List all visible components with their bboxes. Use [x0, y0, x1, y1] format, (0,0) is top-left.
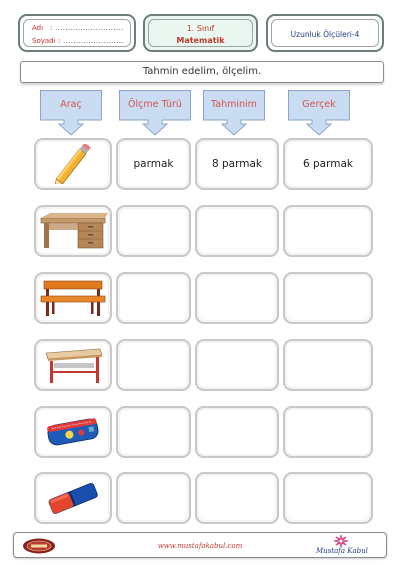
actual-cell[interactable]	[283, 406, 373, 458]
measure-type-cell-text	[118, 274, 189, 322]
actual-cell-text	[285, 207, 371, 255]
measure-type-cell[interactable]	[116, 339, 191, 391]
guess-cell-text	[197, 274, 277, 322]
measure-type-cell-text	[118, 341, 189, 389]
measure-type-cell[interactable]	[116, 472, 191, 524]
actual-cell-text	[285, 408, 371, 456]
flower-logo-icon	[332, 534, 350, 548]
guess-cell[interactable]	[195, 138, 279, 190]
sheet-title-box	[266, 14, 384, 52]
actual-cell[interactable]	[283, 205, 373, 257]
actual-cell-text	[285, 274, 371, 322]
measure-type-cell-text: parmak	[133, 158, 174, 170]
surname-label: Soyadı	[32, 37, 56, 45]
eraser-icon	[36, 474, 110, 522]
surname-field[interactable]: : ........................	[58, 37, 124, 45]
guess-cell[interactable]	[195, 406, 279, 458]
tool-cell	[34, 472, 112, 524]
guess-cell[interactable]	[195, 272, 279, 324]
instruction-text: Tahmin edelim, ölçelim.	[142, 66, 262, 77]
grade-text: 1. Sınıf	[186, 24, 215, 33]
actual-cell[interactable]	[283, 472, 373, 524]
column-header-label: Gerçek	[302, 99, 336, 110]
measure-type-cell-text	[118, 408, 189, 456]
guess-cell-text: 8 parmak	[212, 158, 262, 170]
name-label: Adı	[32, 24, 44, 32]
measure-type-cell-text	[118, 207, 189, 255]
pencil-icon	[36, 140, 110, 188]
measure-type-cell[interactable]	[116, 138, 191, 190]
student-info-box	[18, 14, 136, 52]
actual-cell[interactable]	[283, 138, 373, 190]
tool-cell	[34, 205, 112, 257]
instruction-banner	[20, 61, 384, 83]
guess-cell[interactable]	[195, 472, 279, 524]
tool-cell	[34, 272, 112, 324]
actual-cell-text: 6 parmak	[303, 158, 353, 170]
guess-cell-text	[197, 474, 277, 522]
guess-cell[interactable]	[195, 339, 279, 391]
guess-cell-text	[197, 207, 277, 255]
tool-cell	[34, 138, 112, 190]
sheet-title: Uzunluk Ölçüleri-4	[290, 30, 360, 39]
pencil-case-icon	[36, 408, 110, 456]
column-header-3	[203, 90, 265, 136]
column-header-2	[119, 90, 191, 136]
tool-cell	[34, 406, 112, 458]
actual-cell[interactable]	[283, 339, 373, 391]
measure-type-cell[interactable]	[116, 205, 191, 257]
class-subject-box	[143, 14, 258, 52]
column-header-label: Ölçme Türü	[128, 99, 182, 110]
column-header-label: Tahminim	[211, 99, 257, 110]
subject-text: Matematik	[176, 36, 225, 45]
measure-type-cell-text	[118, 474, 189, 522]
guess-cell-text	[197, 408, 277, 456]
actual-cell-text	[285, 474, 371, 522]
column-header-1	[40, 90, 102, 136]
measure-type-cell[interactable]	[116, 406, 191, 458]
desk-icon	[36, 207, 110, 255]
measure-type-cell[interactable]	[116, 272, 191, 324]
website-link[interactable]: www.mustafakabul.com	[157, 542, 243, 550]
actual-cell[interactable]	[283, 272, 373, 324]
guess-cell-text	[197, 341, 277, 389]
bench-icon	[36, 274, 110, 322]
column-header-4	[288, 90, 350, 136]
guess-cell[interactable]	[195, 205, 279, 257]
school-desk-icon	[36, 341, 110, 389]
author-signature: Mustafa Kabul	[316, 547, 368, 555]
footer-bar	[13, 532, 387, 558]
tool-cell	[34, 339, 112, 391]
name-field[interactable]: : ...........................	[50, 24, 124, 32]
column-header-label: Araç	[60, 99, 82, 110]
actual-cell-text	[285, 341, 371, 389]
